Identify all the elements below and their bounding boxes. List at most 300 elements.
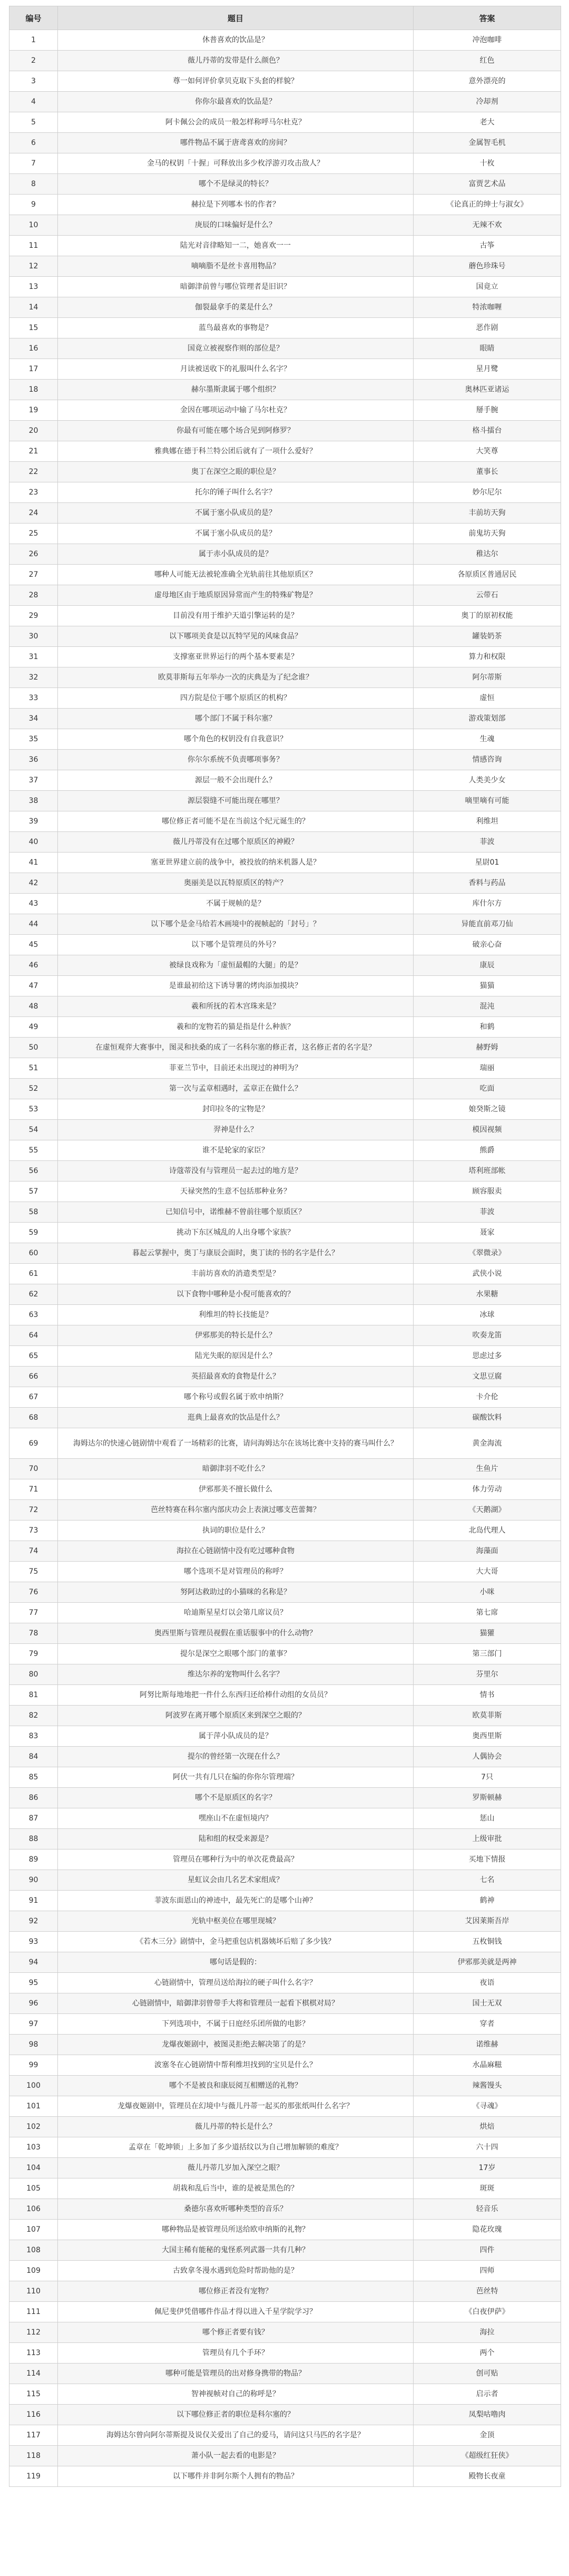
cell-number: 35 <box>9 729 58 750</box>
cell-number: 119 <box>9 2466 58 2487</box>
cell-number: 87 <box>9 1808 58 1829</box>
cell-number: 100 <box>9 2076 58 2096</box>
cell-answer: 七名 <box>414 1870 561 1891</box>
table-row <box>9 955 561 976</box>
cell-question: 属于萍小队成员的是？ <box>58 1726 414 1747</box>
cell-number: 88 <box>9 1829 58 1849</box>
cell-answer: 猫猫 <box>414 976 561 996</box>
cell-answer: 黄金海流 <box>414 1428 561 1459</box>
cell-answer: 蘑色珍珠号 <box>414 256 561 277</box>
table-row <box>9 1202 561 1223</box>
cell-answer: 碳酸饮料 <box>414 1408 561 1428</box>
table-row <box>9 1284 561 1305</box>
table-row <box>9 811 561 832</box>
cell-answer: 大大哥 <box>414 1562 561 1582</box>
cell-answer: 斑斑 <box>414 2178 561 2199</box>
table-row <box>9 236 561 256</box>
cell-number: 103 <box>9 2137 58 2158</box>
cell-answer: 董事长 <box>414 462 561 482</box>
cell-question: 哪个不是绿灵的特长？ <box>58 174 414 195</box>
table-row <box>9 1582 561 1603</box>
cell-number: 107 <box>9 2220 58 2240</box>
cell-number: 92 <box>9 1911 58 1932</box>
cell-question: 芭丝特赛在科尔塞内部庆功会上表演过哪支芭蕾舞？ <box>58 1500 414 1521</box>
cell-number: 114 <box>9 2364 58 2384</box>
cell-question: 谁不是轮家的家臣？ <box>58 1140 414 1161</box>
cell-answer: 上级审批 <box>414 1829 561 1849</box>
cell-number: 89 <box>9 1849 58 1870</box>
cell-question: 菲亚兰节中，目前还未出现过的神明为？ <box>58 1058 414 1079</box>
cell-answer: 妙尔尼尔 <box>414 482 561 503</box>
table-row <box>9 976 561 996</box>
cell-number: 31 <box>9 647 58 667</box>
table-row <box>9 195 561 215</box>
cell-number: 37 <box>9 770 58 791</box>
cell-question: 休普喜欢的饮品是？ <box>58 30 414 51</box>
table-row <box>9 1479 561 1500</box>
cell-number: 36 <box>9 750 58 770</box>
cell-number: 11 <box>9 236 58 256</box>
cell-number: 71 <box>9 1479 58 1500</box>
cell-number: 12 <box>9 256 58 277</box>
table-row <box>9 2096 561 2117</box>
cell-number: 104 <box>9 2158 58 2178</box>
cell-answer: 破亲心奋 <box>414 935 561 955</box>
cell-question: 暗御津前曾与哪位管理者是旧识？ <box>58 277 414 297</box>
table-row <box>9 1264 561 1284</box>
table-row <box>9 544 561 565</box>
cell-answer: 《论真正的绅士与淑女》 <box>414 195 561 215</box>
cell-answer: 北岛代理人 <box>414 1521 561 1541</box>
table-row <box>9 1459 561 1479</box>
table-row <box>9 153 561 174</box>
cell-number: 4 <box>9 92 58 112</box>
cell-question: 诗蔻蒂没有与管理员一起去过的地方是？ <box>58 1161 414 1182</box>
cell-question: 管理员在哪种行为中的单次花费最高？ <box>58 1849 414 1870</box>
cell-answer: 冲泡咖啡 <box>414 30 561 51</box>
table-row <box>9 709 561 729</box>
cell-answer: 格斗擂台 <box>414 421 561 441</box>
cell-answer: 辣酱馒头 <box>414 2076 561 2096</box>
cell-number: 85 <box>9 1767 58 1788</box>
cell-answer: 吃面 <box>414 1079 561 1099</box>
cell-answer: 五枚铜钱 <box>414 1932 561 1952</box>
cell-number: 33 <box>9 688 58 709</box>
cell-number: 96 <box>9 1993 58 2014</box>
cell-number: 82 <box>9 1706 58 1726</box>
cell-number: 58 <box>9 1202 58 1223</box>
cell-question: 阿波罗在离开哪个原质区来到深空之眼的？ <box>58 1706 414 1726</box>
cell-number: 112 <box>9 2322 58 2343</box>
cell-question: 下列选项中，不属于日庭经乐团所做的电影？ <box>58 2014 414 2035</box>
cell-question: 是谁最初给这下诱导薯的烤肉添加摸块？ <box>58 976 414 996</box>
cell-number: 34 <box>9 709 58 729</box>
cell-number: 59 <box>9 1223 58 1243</box>
cell-question: 天禄突然的生意不包括那种业务？ <box>58 1182 414 1202</box>
table-row <box>9 441 561 462</box>
table-row <box>9 256 561 277</box>
table-row <box>9 1849 561 1870</box>
cell-answer: 武侠小说 <box>414 1264 561 1284</box>
cell-question: 金因在哪项运动中输了马尔杜克？ <box>58 400 414 421</box>
cell-answer: 赫野姆 <box>414 1038 561 1058</box>
table-row <box>9 1747 561 1767</box>
cell-number: 86 <box>9 1788 58 1808</box>
cell-number: 27 <box>9 565 58 585</box>
cell-number: 111 <box>9 2302 58 2322</box>
cell-answer: 掰手腕 <box>414 400 561 421</box>
cell-question: 羲和所抚的若木宫珠来是？ <box>58 996 414 1017</box>
cell-answer: 无辣不欢 <box>414 215 561 236</box>
header-question: 题目 <box>58 6 414 30</box>
cell-number: 53 <box>9 1099 58 1120</box>
qa-table <box>9 6 561 2487</box>
cell-number: 7 <box>9 153 58 174</box>
cell-answer: 罐装奶茶 <box>414 626 561 647</box>
cell-question: 以下食物中哪种是小倪可能喜欢的？ <box>58 1284 414 1305</box>
cell-question: 羿神是什么？ <box>58 1120 414 1140</box>
cell-answer: 《寻魂》 <box>414 2096 561 2117</box>
cell-number: 38 <box>9 791 58 811</box>
cell-question: 庚辰的口味偏好是什么？ <box>58 215 414 236</box>
table-row <box>9 1706 561 1726</box>
cell-answer: 富贾艺术品 <box>414 174 561 195</box>
cell-number: 70 <box>9 1459 58 1479</box>
cell-answer: 生魂 <box>414 729 561 750</box>
table-row <box>9 2364 561 2384</box>
table-row <box>9 1161 561 1182</box>
cell-answer: 国士无双 <box>414 1993 561 2014</box>
cell-number: 94 <box>9 1952 58 1973</box>
cell-answer: 17岁 <box>414 2158 561 2178</box>
table-row <box>9 2076 561 2096</box>
cell-number: 74 <box>9 1541 58 1562</box>
cell-question: 哪个部门不属于科尔塞？ <box>58 709 414 729</box>
cell-number: 109 <box>9 2261 58 2281</box>
cell-question: 萧小队一起去看的电影是？ <box>58 2446 414 2466</box>
table-row <box>9 2405 561 2425</box>
table-row <box>9 1808 561 1829</box>
cell-answer: 意外漂亮的 <box>414 71 561 92</box>
cell-number: 116 <box>9 2405 58 2425</box>
cell-question: 阿伏一共有几只在编的你你尔管理端？ <box>58 1767 414 1788</box>
cell-answer: 异能直前邓刀仙 <box>414 914 561 935</box>
table-row <box>9 133 561 153</box>
cell-answer: 四师 <box>414 2261 561 2281</box>
cell-answer: 库什尔方 <box>414 894 561 914</box>
table-row <box>9 996 561 1017</box>
cell-question: 嘀嘀脂不是丝卡喜用物品？ <box>58 256 414 277</box>
table-row <box>9 2137 561 2158</box>
cell-question: 海拉在心链剧情中没有吃过哪种食物 <box>58 1541 414 1562</box>
cell-answer: 利维坦 <box>414 811 561 832</box>
table-row <box>9 1870 561 1891</box>
cell-number: 98 <box>9 2035 58 2055</box>
table-row <box>9 1408 561 1428</box>
cell-number: 75 <box>9 1562 58 1582</box>
cell-answer: 冰球 <box>414 1305 561 1325</box>
cell-answer: 《白夜伊萨》 <box>414 2302 561 2322</box>
cell-question: 海姆达尔曾向阿尔蒂斯提及说仅关爱出了自己的爱马，请问这只马匹的名字是？ <box>58 2425 414 2446</box>
table-row <box>9 1644 561 1664</box>
cell-question: 薇儿丹蒂的特长是什么？ <box>58 2117 414 2137</box>
table-row <box>9 1603 561 1623</box>
cell-answer: 聂家 <box>414 1223 561 1243</box>
cell-question: 哪件物品不属于唐鸢喜欢的房间？ <box>58 133 414 153</box>
cell-answer: 海藻面 <box>414 1541 561 1562</box>
cell-answer: 两个 <box>414 2343 561 2364</box>
cell-answer: 大笑尊 <box>414 441 561 462</box>
cell-question: 羲和的宠物若的猫是指是什么种族？ <box>58 1017 414 1038</box>
cell-answer: 金属智毛机 <box>414 133 561 153</box>
table-row <box>9 2384 561 2405</box>
table-row <box>9 1387 561 1408</box>
table-row <box>9 2261 561 2281</box>
table-row <box>9 2220 561 2240</box>
table-row <box>9 667 561 688</box>
cell-question: 菲波东面恩山的神迹中，最先死亡的是哪个山神？ <box>58 1891 414 1911</box>
cell-question: 哪个不是被良和康辰阅互相赠送的礼物？ <box>58 2076 414 2096</box>
cell-number: 25 <box>9 524 58 544</box>
cell-answer: 香料与药品 <box>414 873 561 894</box>
cell-number: 16 <box>9 338 58 359</box>
cell-answer: 第七席 <box>414 1603 561 1623</box>
cell-question: 心链剧情中，管理员送给海拉的硬子叫什么名字？ <box>58 1973 414 1993</box>
cell-answer: 算力和权限 <box>414 647 561 667</box>
table-row <box>9 1099 561 1120</box>
cell-number: 18 <box>9 380 58 400</box>
cell-number: 13 <box>9 277 58 297</box>
cell-answer: 情感咨询 <box>414 750 561 770</box>
table-row <box>9 1079 561 1099</box>
cell-number: 63 <box>9 1305 58 1325</box>
table-row <box>9 1952 561 1973</box>
table-row <box>9 791 561 811</box>
cell-answer: 菲波 <box>414 1202 561 1223</box>
cell-number: 21 <box>9 441 58 462</box>
header-row <box>9 6 561 30</box>
cell-question: 孟章在「乾坤锁」上多加了多少道括纹以为自己增加解锁的难度？ <box>58 2137 414 2158</box>
cell-answer: 思虑过多 <box>414 1346 561 1367</box>
cell-question: 波塞冬在心链剧情中帮利维坦找到的宝贝是什么？ <box>58 2055 414 2076</box>
cell-number: 101 <box>9 2096 58 2117</box>
cell-number: 49 <box>9 1017 58 1038</box>
cell-question: 赫拉是下列哪本书的作者？ <box>58 195 414 215</box>
cell-question: 伊邪那美不擅长做什么 <box>58 1479 414 1500</box>
cell-answer: 四件 <box>414 2240 561 2261</box>
cell-question: 海姆达尔的快速心链剧情中观看了一场精彩的比赛，请问海姆达尔在该场比赛中支持的赛马叫什么？ <box>58 1428 414 1459</box>
table-row <box>9 832 561 853</box>
cell-number: 67 <box>9 1387 58 1408</box>
cell-number: 93 <box>9 1932 58 1952</box>
table-row <box>9 626 561 647</box>
table-row <box>9 647 561 667</box>
cell-question: 尊一如何评价拿贝克取下头套的样貌？ <box>58 71 414 92</box>
table-row <box>9 1500 561 1521</box>
cell-question: 国竟立被视察作则的部位是？ <box>58 338 414 359</box>
cell-answer: 夜语 <box>414 1973 561 1993</box>
cell-answer: 娘癸斯之镜 <box>414 1099 561 1120</box>
cell-answer: 穿者 <box>414 2014 561 2035</box>
cell-question: 不属于规帧的是？ <box>58 894 414 914</box>
cell-number: 24 <box>9 503 58 524</box>
table-row <box>9 688 561 709</box>
cell-question: 四方院是位于哪个原质区的机构？ <box>58 688 414 709</box>
cell-number: 5 <box>9 112 58 133</box>
cell-question: 桑德尔喜欢听哪种类型的音乐？ <box>58 2199 414 2220</box>
cell-answer: 猫獾 <box>414 1623 561 1644</box>
cell-answer: 虚恒 <box>414 688 561 709</box>
cell-question: 哪位修正者可能不是在当前这个纪元诞生的？ <box>58 811 414 832</box>
cell-number: 20 <box>9 421 58 441</box>
table-row <box>9 1829 561 1849</box>
table-row <box>9 174 561 195</box>
cell-answer: 水果糖 <box>414 1284 561 1305</box>
cell-question: 虚母地区由于地质原因异常而产生的特殊矿物是？ <box>58 585 414 606</box>
cell-answer: 《天鹅湖》 <box>414 1500 561 1521</box>
cell-number: 84 <box>9 1747 58 1767</box>
table-row <box>9 51 561 71</box>
cell-question: 哪种可能是管理员的出对修身携带的物品？ <box>58 2364 414 2384</box>
cell-answer: 情书 <box>414 1685 561 1706</box>
cell-number: 60 <box>9 1243 58 1264</box>
cell-number: 65 <box>9 1346 58 1367</box>
table-row <box>9 400 561 421</box>
cell-answer: 熊爵 <box>414 1140 561 1161</box>
cell-answer: 金顶 <box>414 2425 561 2446</box>
cell-answer: 国竟立 <box>414 277 561 297</box>
cell-number: 68 <box>9 1408 58 1428</box>
cell-answer: 轻音乐 <box>414 2199 561 2220</box>
cell-number: 91 <box>9 1891 58 1911</box>
cell-question: 陆光失眠的原因是什么？ <box>58 1346 414 1367</box>
cell-question: 伽裂最拿手的菜是什么？ <box>58 297 414 318</box>
cell-answer: 奥西里斯 <box>414 1726 561 1747</box>
table-header <box>9 6 561 30</box>
table-row <box>9 1367 561 1387</box>
table-row <box>9 524 561 544</box>
cell-question: 提尔是深空之眼哪个部门的董事？ <box>58 1644 414 1664</box>
cell-question: 源层一般不会出现什么？ <box>58 770 414 791</box>
cell-question: 薇儿丹蒂的发带是什么颜色？ <box>58 51 414 71</box>
cell-question: 不属于塞小队成员的是？ <box>58 503 414 524</box>
cell-question: 不属于塞小队成员的是？ <box>58 524 414 544</box>
table-row <box>9 1788 561 1808</box>
cell-answer: 人偶协会 <box>414 1747 561 1767</box>
table-row <box>9 1346 561 1367</box>
cell-question: 龙爆夜姬剧中，被图灵拒绝去解决第了的是？ <box>58 2035 414 2055</box>
table-row <box>9 1223 561 1243</box>
cell-question: 封印拉冬的宝物是？ <box>58 1099 414 1120</box>
cell-number: 54 <box>9 1120 58 1140</box>
cell-number: 45 <box>9 935 58 955</box>
cell-answer: 混沌 <box>414 996 561 1017</box>
cell-answer: 罗斯顿赫 <box>414 1788 561 1808</box>
cell-question: 阿卡佩公会的成员一般怎样称呼马尔杜克？ <box>58 112 414 133</box>
table-row <box>9 585 561 606</box>
cell-answer: 鹤神 <box>414 1891 561 1911</box>
table-row <box>9 606 561 626</box>
cell-answer: 古筝 <box>414 236 561 256</box>
table-row <box>9 2281 561 2302</box>
cell-number: 113 <box>9 2343 58 2364</box>
cell-question: 陆光对音律略知一二，她喜欢一一 <box>58 236 414 256</box>
table-row <box>9 2035 561 2055</box>
cell-question: 被绿良戏称为「虚恒最帽的大腿」的是？ <box>58 955 414 976</box>
table-row <box>9 729 561 750</box>
cell-answer: 芭丝特 <box>414 2281 561 2302</box>
table-row <box>9 914 561 935</box>
cell-question: 哪个称号或假名属于欧申纳斯？ <box>58 1387 414 1408</box>
cell-question: 提尔的曾经第一次现在什么？ <box>58 1747 414 1767</box>
cell-question: 支撑塞亚世界运行的两个基本要素是？ <box>58 647 414 667</box>
cell-answer: 买地下情报 <box>414 1849 561 1870</box>
cell-question: 源层裂缝不可能出现在哪里？ <box>58 791 414 811</box>
cell-question: 在虚恒观弈大赛事中，图灵和扶桑的成了一名科尔塞的修正者，这名修正者的名字是？ <box>58 1038 414 1058</box>
cell-number: 78 <box>9 1623 58 1644</box>
cell-number: 52 <box>9 1079 58 1099</box>
table-row <box>9 1120 561 1140</box>
cell-question: 管理员有几个手环？ <box>58 2343 414 2364</box>
cell-answer: 云带石 <box>414 585 561 606</box>
cell-question: 执词的职位是什么？ <box>58 1521 414 1541</box>
table-row <box>9 2199 561 2220</box>
cell-number: 17 <box>9 359 58 380</box>
cell-answer: 十枚 <box>414 153 561 174</box>
cell-answer: 红色 <box>414 51 561 71</box>
cell-question: 以下哪件并非阿尔斯个人拥有的物品？ <box>58 2466 414 2487</box>
cell-question: 蓝鸟最喜欢的事物是？ <box>58 318 414 338</box>
table-row <box>9 1562 561 1582</box>
cell-question: 嘿座山不在虚恒境内？ <box>58 1808 414 1829</box>
cell-answer: 阿尔蒂斯 <box>414 667 561 688</box>
table-row <box>9 112 561 133</box>
cell-number: 56 <box>9 1161 58 1182</box>
cell-question: 星虹议会由几名艺术家组成？ <box>58 1870 414 1891</box>
cell-answer: 诺维赫 <box>414 2035 561 2055</box>
table-row <box>9 380 561 400</box>
cell-answer: 恶作剧 <box>414 318 561 338</box>
cell-answer: 游戏策划部 <box>414 709 561 729</box>
cell-question: 奥丁在深空之眼的职位是？ <box>58 462 414 482</box>
cell-question: 哈迪斯星星灯以会第几席议员？ <box>58 1603 414 1623</box>
table-row <box>9 1623 561 1644</box>
cell-answer: 凤梨咕噜肉 <box>414 2405 561 2425</box>
header-answer: 答案 <box>414 6 561 30</box>
cell-number: 115 <box>9 2384 58 2405</box>
cell-question: 利维坦的特长技能是？ <box>58 1305 414 1325</box>
table-row <box>9 338 561 359</box>
cell-number: 110 <box>9 2281 58 2302</box>
table-row <box>9 482 561 503</box>
cell-question: 薇儿丹蒂没有在过哪个原质区的神殿？ <box>58 832 414 853</box>
table-row <box>9 30 561 51</box>
cell-question: 哪个选项不是对管理员的称呼？ <box>58 1562 414 1582</box>
cell-number: 105 <box>9 2178 58 2199</box>
cell-answer: 特浓咖喱 <box>414 297 561 318</box>
cell-answer: 体力劳动 <box>414 1479 561 1500</box>
cell-question: 暗御津羽不吃什么？ <box>58 1459 414 1479</box>
table-row <box>9 1325 561 1346</box>
table-row <box>9 1305 561 1325</box>
cell-number: 8 <box>9 174 58 195</box>
cell-answer: 《超级红狂侠》 <box>414 2446 561 2466</box>
table-row <box>9 1182 561 1202</box>
table-row <box>9 1664 561 1685</box>
cell-answer: 水晶麻糍 <box>414 2055 561 2076</box>
table-row <box>9 462 561 482</box>
cell-answer: 艾因莱斯吾岸 <box>414 1911 561 1932</box>
